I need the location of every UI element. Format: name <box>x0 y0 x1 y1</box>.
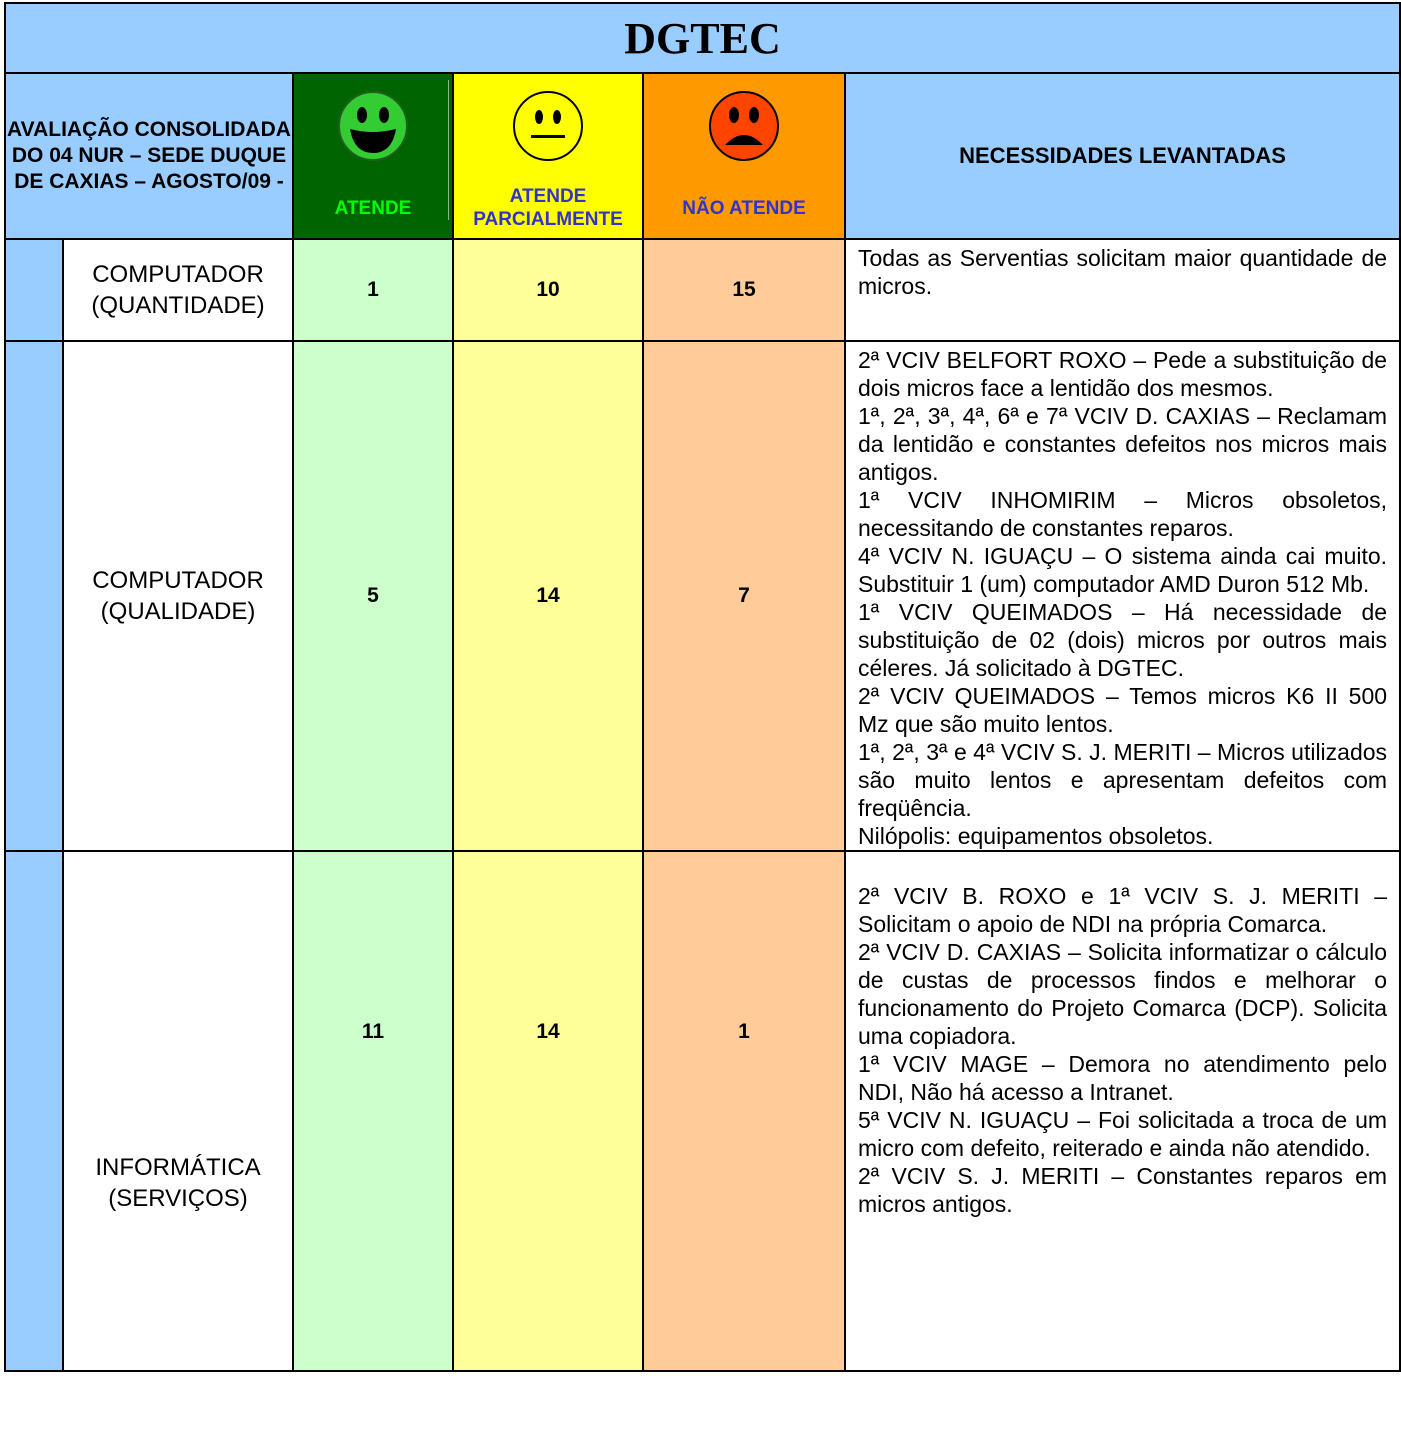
row-label <box>63 239 293 341</box>
needs-cell <box>845 851 1400 1371</box>
atende-value: 11 <box>293 851 453 1371</box>
nao-atende-value: 1 <box>643 851 845 1371</box>
header-row <box>5 73 1400 239</box>
need-item: 5ª VCIV N. IGUAÇU – Foi solicitada a troca de um micro com defeito, reiterado e ainda não atendido. <box>858 1107 1388 1161</box>
need-item: 4ª VCIV N. IGUAÇU – O sistema ainda cai muito. Substituir 1 (um) computador AMD Duron 512 Mb. <box>858 543 1388 597</box>
table-row <box>5 341 1400 851</box>
row-label-line1: INFORMÁTICA <box>95 1154 261 1181</box>
need-item: 1ª, 2ª, 3ª, 4ª, 6ª e 7ª VCIV D. CAXIAS – Reclamam da lentidão e constantes defeitos nos micros mais antigos. <box>858 403 1388 485</box>
needs-cell <box>845 341 1400 851</box>
need-item: 1ª VCIV MAGE – Demora no atendimento pelo NDI, Não há acesso a Intranet. <box>858 1051 1388 1105</box>
atende-label: ATENDE <box>334 197 412 219</box>
table-row <box>5 239 1400 341</box>
nao-atende-label: NÃO ATENDE <box>682 197 806 219</box>
need-item: 1ª, 2ª, 3ª e 4ª VCIV S. J. MERITI – Micros utilizados são muito lentos e apresentam defeitos com freqüência. <box>858 739 1388 821</box>
parcial-value: 14 <box>453 851 643 1371</box>
need-item: 2ª VCIV D. CAXIAS – Solicita informatizar o cálculo de custas de processos findos e melhorar o funcionamento do Projeto Comarca (DCP). Solicita uma copiadora. <box>858 939 1388 1049</box>
row-stub <box>5 239 63 341</box>
row-label-line2: (QUANTIDADE) <box>91 292 265 319</box>
need-item: 2ª VCIV BELFORT ROXO – Pede a substituição de dois micros face a lentidão dos mesmos. <box>858 347 1388 401</box>
nao-atende-value: 15 <box>643 239 845 341</box>
row-label <box>63 341 293 851</box>
row-label-line1: COMPUTADOR <box>92 567 264 594</box>
row-label-line2: (QUALIDADE) <box>100 598 256 625</box>
need-item: Nilópolis: equipamentos obsoletos. <box>858 823 1214 849</box>
parcial-value: 10 <box>453 239 643 341</box>
title-row <box>5 3 1400 73</box>
atende-header <box>293 73 453 239</box>
sad-face-icon <box>707 89 781 163</box>
nao-atende-header <box>643 73 845 239</box>
need-item: 1ª VCIV QUEIMADOS – Há necessidade de substituição de 02 (dois) micros por outros mais céleres. Já solicitado à DGTEC. <box>858 599 1388 681</box>
atende-value: 1 <box>293 239 453 341</box>
page-title: DGTEC <box>5 3 1400 73</box>
needs-cell <box>845 239 1400 341</box>
row-stub <box>5 851 63 1371</box>
need-item: 1ª VCIV INHOMIRIM – Micros obsoletos, necessitando de constantes reparos. <box>858 487 1388 541</box>
need-item: 2ª VCIV S. J. MERITI – Constantes reparos em micros antigos. <box>858 1163 1388 1217</box>
need-item: 2ª VCIV B. ROXO e 1ª VCIV S. J. MERITI – Solicitam o apoio de NDI na própria Comarca. <box>858 883 1388 937</box>
row-label-line1: COMPUTADOR <box>92 261 264 288</box>
parcial-value: 14 <box>453 341 643 851</box>
row-label <box>63 851 293 1371</box>
table-row <box>5 851 1400 1371</box>
row-stub <box>5 341 63 851</box>
needs-header: NECESSIDADES LEVANTADAS <box>845 73 1400 239</box>
need-item: 2ª VCIV QUEIMADOS – Temos micros K6 II 500 Mz que são muito lentos. <box>858 683 1388 737</box>
happy-face-icon <box>336 89 410 163</box>
nao-atende-value: 7 <box>643 341 845 851</box>
neutral-face-icon <box>511 89 585 163</box>
atende-value: 5 <box>293 341 453 851</box>
row-label-line2: (SERVIÇOS) <box>108 1185 248 1212</box>
need-item: Todas as Serventias solicitam maior quantidade de micros. <box>858 245 1388 299</box>
evaluation-header: AVALIAÇÃO CONSOLIDADA DO 04 NUR – SEDE DUQUE DE CAXIAS – AGOSTO/09 - <box>5 73 293 239</box>
evaluation-table <box>4 2 1401 1372</box>
parcial-header <box>453 73 643 239</box>
parcial-label: ATENDE PARCIALMENTE <box>473 186 623 230</box>
